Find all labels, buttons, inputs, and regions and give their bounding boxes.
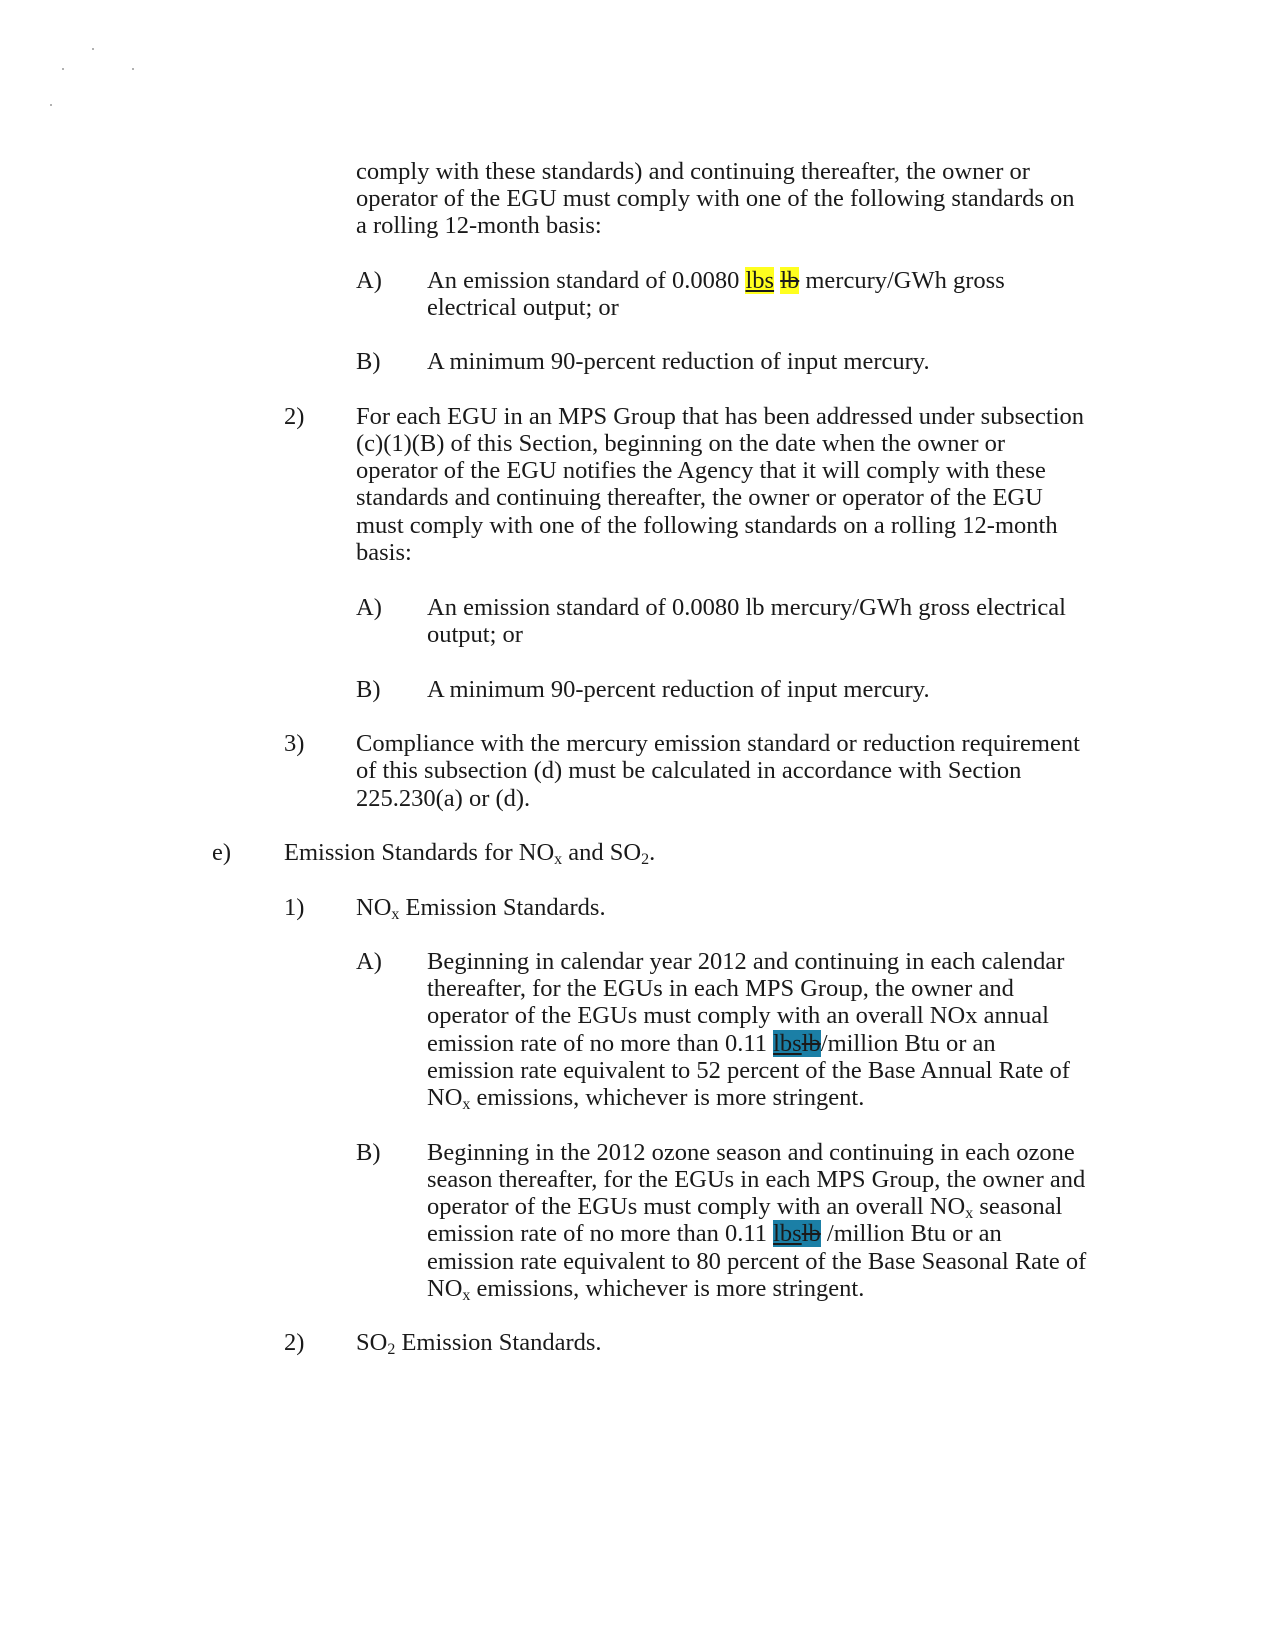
- subscript: x: [965, 1205, 974, 1222]
- mps-group-paragraph-line-6: basis:: [356, 539, 412, 566]
- nox-annual-line-3: operator of the EGUs must comply with an overall NOx annual: [427, 1002, 1049, 1029]
- nox-annual-line-4: [427, 1030, 996, 1058]
- deleted-text: lb: [801, 1030, 821, 1057]
- nox-standards-heading: [356, 894, 606, 922]
- nox-annual-line-1: Beginning in calendar year 2012 and continuing in each calendar: [427, 948, 1065, 975]
- item-label-b: B): [356, 1139, 381, 1166]
- continuation-line-1: comply with these standards) and continuing thereafter, the owner or: [356, 158, 1030, 185]
- text-run: Emission Standards for NO: [284, 839, 555, 866]
- subscript: 2: [641, 851, 650, 868]
- inserted-text: lbs: [773, 1030, 802, 1057]
- text-run: /million Btu or an: [820, 1220, 1002, 1247]
- text-run: emissions, whichever is more stringent.: [470, 1084, 865, 1111]
- text-run: emissions, whichever is more stringent.: [470, 1275, 865, 1302]
- mercury-standard-item-a-line-2: electrical output; or: [427, 294, 619, 321]
- item-label-b: B): [356, 676, 381, 703]
- nox-seasonal-line-1: Beginning in the 2012 ozone season and continuing in each ozone: [427, 1139, 1075, 1166]
- mps-group-paragraph-line-5: must comply with one of the following standards on a rolling 12-month: [356, 512, 1058, 539]
- mercury-standard-item-a-2: An emission standard of 0.0080 lb mercury/GWh gross electrical: [427, 594, 1066, 621]
- mps-group-paragraph-line-3: operator of the EGU notifies the Agency that it will comply with these: [356, 457, 1046, 484]
- text-run: mercury/GWh gross: [799, 267, 1005, 294]
- text-run: SO: [356, 1329, 388, 1356]
- item-label-a: A): [356, 267, 382, 294]
- text-run: and SO: [562, 839, 642, 866]
- inserted-text: lbs: [745, 267, 775, 294]
- inserted-text: lbs: [773, 1220, 802, 1247]
- item-label-3: 3): [284, 730, 305, 757]
- mercury-reduction-item-b-2: A minimum 90-percent reduction of input mercury.: [427, 676, 930, 703]
- mercury-standard-item-a-2-line-2: output; or: [427, 621, 523, 648]
- continuation-line-3: a rolling 12-month basis:: [356, 212, 602, 239]
- deleted-text: lb: [780, 267, 800, 294]
- text-run: NO: [427, 1084, 463, 1111]
- scan-speck: [62, 68, 64, 70]
- mercury-standard-item-a: [427, 267, 1005, 295]
- item-label-2: 2): [284, 1329, 305, 1356]
- section-heading-e: [284, 839, 655, 867]
- subscript: x: [554, 851, 563, 868]
- deleted-text: lb: [801, 1220, 821, 1247]
- subscript: 2: [387, 1341, 396, 1358]
- section-label-e: e): [212, 839, 232, 866]
- text-run: NO: [356, 894, 392, 921]
- nox-seasonal-line-6: [427, 1275, 864, 1303]
- item-label-a: A): [356, 948, 382, 975]
- subscript: x: [462, 1287, 471, 1304]
- subscript: x: [462, 1096, 471, 1113]
- text-run: emission rate of no more than 0.11: [427, 1030, 774, 1057]
- text-run: operator of the EGUs must comply with an overall NO: [427, 1193, 966, 1220]
- nox-annual-line-2: thereafter, for the EGUs in each MPS Group, the owner and: [427, 975, 1014, 1002]
- item-label-b: B): [356, 348, 381, 375]
- compliance-paragraph-line-1: Compliance with the mercury emission standard or reduction requirement: [356, 730, 1080, 757]
- nox-seasonal-line-4: [427, 1220, 1002, 1248]
- mps-group-paragraph-line-4: standards and continuing thereafter, the owner or operator of the EGU: [356, 484, 1043, 511]
- item-label-a: A): [356, 594, 382, 621]
- subscript: x: [391, 906, 400, 923]
- text-run: seasonal: [973, 1193, 1063, 1220]
- scan-speck: [50, 104, 52, 106]
- text-run: /million Btu or an: [820, 1030, 996, 1057]
- text-run: .: [649, 839, 656, 866]
- scan-speck: [132, 68, 134, 70]
- text-run: emission rate of no more than 0.11: [427, 1220, 774, 1247]
- nox-seasonal-line-5: emission rate equivalent to 80 percent of the Base Seasonal Rate of: [427, 1248, 1087, 1275]
- compliance-paragraph-line-3: 225.230(a) or (d).: [356, 785, 531, 812]
- mps-group-paragraph-line-2: (c)(1)(B) of this Section, beginning on the date when the owner or: [356, 430, 1006, 457]
- text-run: Emission Standards.: [399, 894, 606, 921]
- nox-annual-line-5: emission rate equivalent to 52 percent of the Base Annual Rate of: [427, 1057, 1070, 1084]
- mercury-reduction-item-b: A minimum 90-percent reduction of input mercury.: [427, 348, 930, 375]
- mps-group-paragraph-line-1: For each EGU in an MPS Group that has been addressed under subsection: [356, 403, 1085, 430]
- so2-standards-heading: [356, 1329, 602, 1357]
- item-label-2: 2): [284, 403, 305, 430]
- nox-seasonal-line-3: [427, 1193, 1062, 1221]
- text-run: Emission Standards.: [395, 1329, 602, 1356]
- compliance-paragraph-line-2: of this subsection (d) must be calculated in accordance with Section: [356, 757, 1022, 784]
- item-label-1: 1): [284, 894, 305, 921]
- text-run: An emission standard of 0.0080: [427, 267, 746, 294]
- nox-annual-line-6: [427, 1084, 864, 1112]
- nox-seasonal-line-2: season thereafter, for the EGUs in each MPS Group, the owner and: [427, 1166, 1086, 1193]
- text-run: NO: [427, 1275, 463, 1302]
- scan-speck: [92, 48, 94, 50]
- continuation-line-2: operator of the EGU must comply with one of the following standards on: [356, 185, 1075, 212]
